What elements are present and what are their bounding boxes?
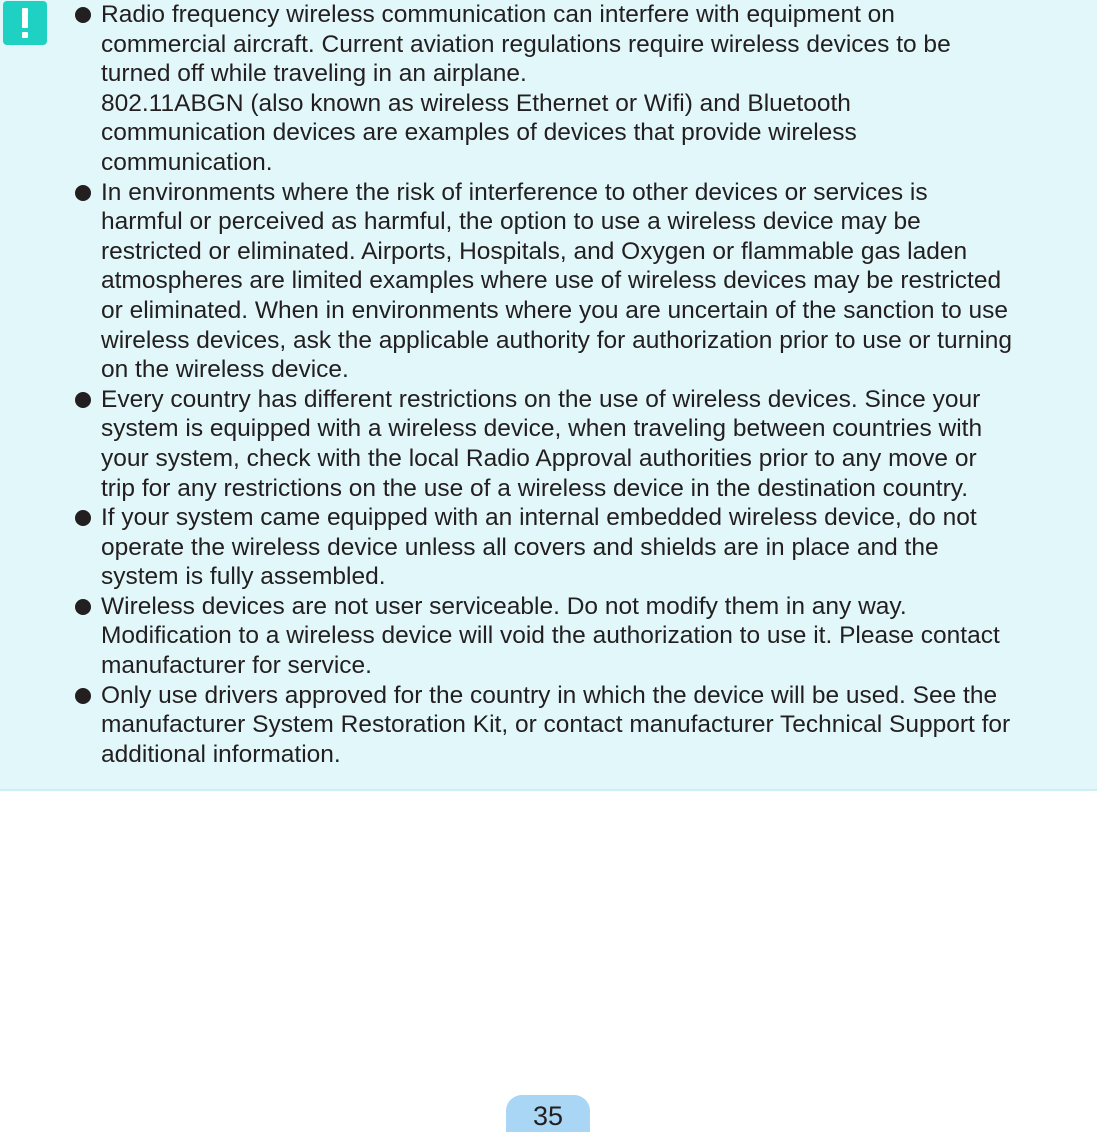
- bullet-text-line: additional information.: [101, 740, 341, 768]
- bullet-item: [75, 503, 1097, 592]
- bullet-text-line: 802.11ABGN (also known as wireless Ethernet or Wifi) and Bluetooth: [101, 89, 851, 117]
- bullet-dot-icon: [75, 599, 91, 615]
- bullet-item: [75, 681, 1097, 770]
- bullet-item: [75, 385, 1097, 503]
- bullet-item: [75, 592, 1097, 681]
- bullet-text-line: manufacturer System Restoration Kit, or contact manufacturer Technical Support for: [101, 711, 1011, 739]
- bullet-text-line: trip for any restrictions on the use of a wireless device in the destination country.: [101, 474, 969, 502]
- bullet-text-line: manufacturer for service.: [101, 652, 372, 680]
- bullet-text-line: communication.: [101, 148, 273, 176]
- bullet-dot-icon: [75, 510, 91, 526]
- bullet-text-line: harmful or perceived as harmful, the option to use a wireless device may be: [101, 208, 921, 236]
- bullet-item: [75, 0, 1097, 178]
- bullet-text-line: atmospheres are limited examples where use of wireless devices may be restricted: [101, 267, 1002, 295]
- bullet-text-line: commercial aircraft. Current aviation regulations require wireless devices to be: [101, 30, 951, 58]
- bullet-item: [75, 178, 1097, 385]
- bullet-text-line: Modification to a wireless device will void the authorization to use it. Please contact: [101, 622, 1000, 650]
- exclamation-mark-glyph: [18, 6, 32, 40]
- page-number-tab: [506, 1095, 590, 1132]
- bullet-text-line: or eliminated. When in environments where you are uncertain of the sanction to use: [101, 296, 1009, 324]
- bullet-text-line: In environments where the risk of interference to other devices or services is: [101, 178, 928, 206]
- bullet-text-line: If your system came equipped with an internal embedded wireless device, do not: [101, 504, 977, 532]
- bullet-text-line: system is fully assembled.: [101, 563, 386, 591]
- bullet-text-line: system is equipped with a wireless device, when traveling between countries with: [101, 415, 983, 443]
- bullet-text-line: your system, check with the local Radio Approval authorities prior to any move or: [101, 444, 977, 472]
- exclamation-icon: [3, 1, 47, 45]
- bullet-text-line: Only use drivers approved for the country in which the device will be used. See the: [101, 681, 998, 709]
- bullet-text-line: Every country has different restrictions on the use of wireless devices. Since your: [101, 385, 981, 413]
- bullet-dot-icon: [75, 185, 91, 201]
- wireless-restrictions-list: [75, 0, 1097, 769]
- bullet-text-line: restricted or eliminated. Airports, Hospitals, and Oxygen or flammable gas laden: [101, 237, 968, 265]
- bullet-text-line: turned off while traveling in an airplane.: [101, 60, 527, 88]
- bullet-text-line: wireless devices, ask the applicable authority for authorization prior to use or turning: [101, 326, 1013, 354]
- page-number: 35: [532, 1101, 564, 1131]
- bullet-text-line: Radio frequency wireless communication can interfere with equipment on: [101, 1, 895, 28]
- bullet-text-line: on the wireless device.: [101, 356, 349, 384]
- bullet-dot-icon: [75, 392, 91, 408]
- bullet-dot-icon: [75, 688, 91, 704]
- bullet-dot-icon: [75, 7, 91, 23]
- bullet-text-line: communication devices are examples of devices that provide wireless: [101, 119, 857, 147]
- bullet-text-line: operate the wireless device unless all covers and shields are in place and the: [101, 533, 939, 561]
- bullet-text-line: Wireless devices are not user serviceable. Do not modify them in any way.: [101, 592, 907, 620]
